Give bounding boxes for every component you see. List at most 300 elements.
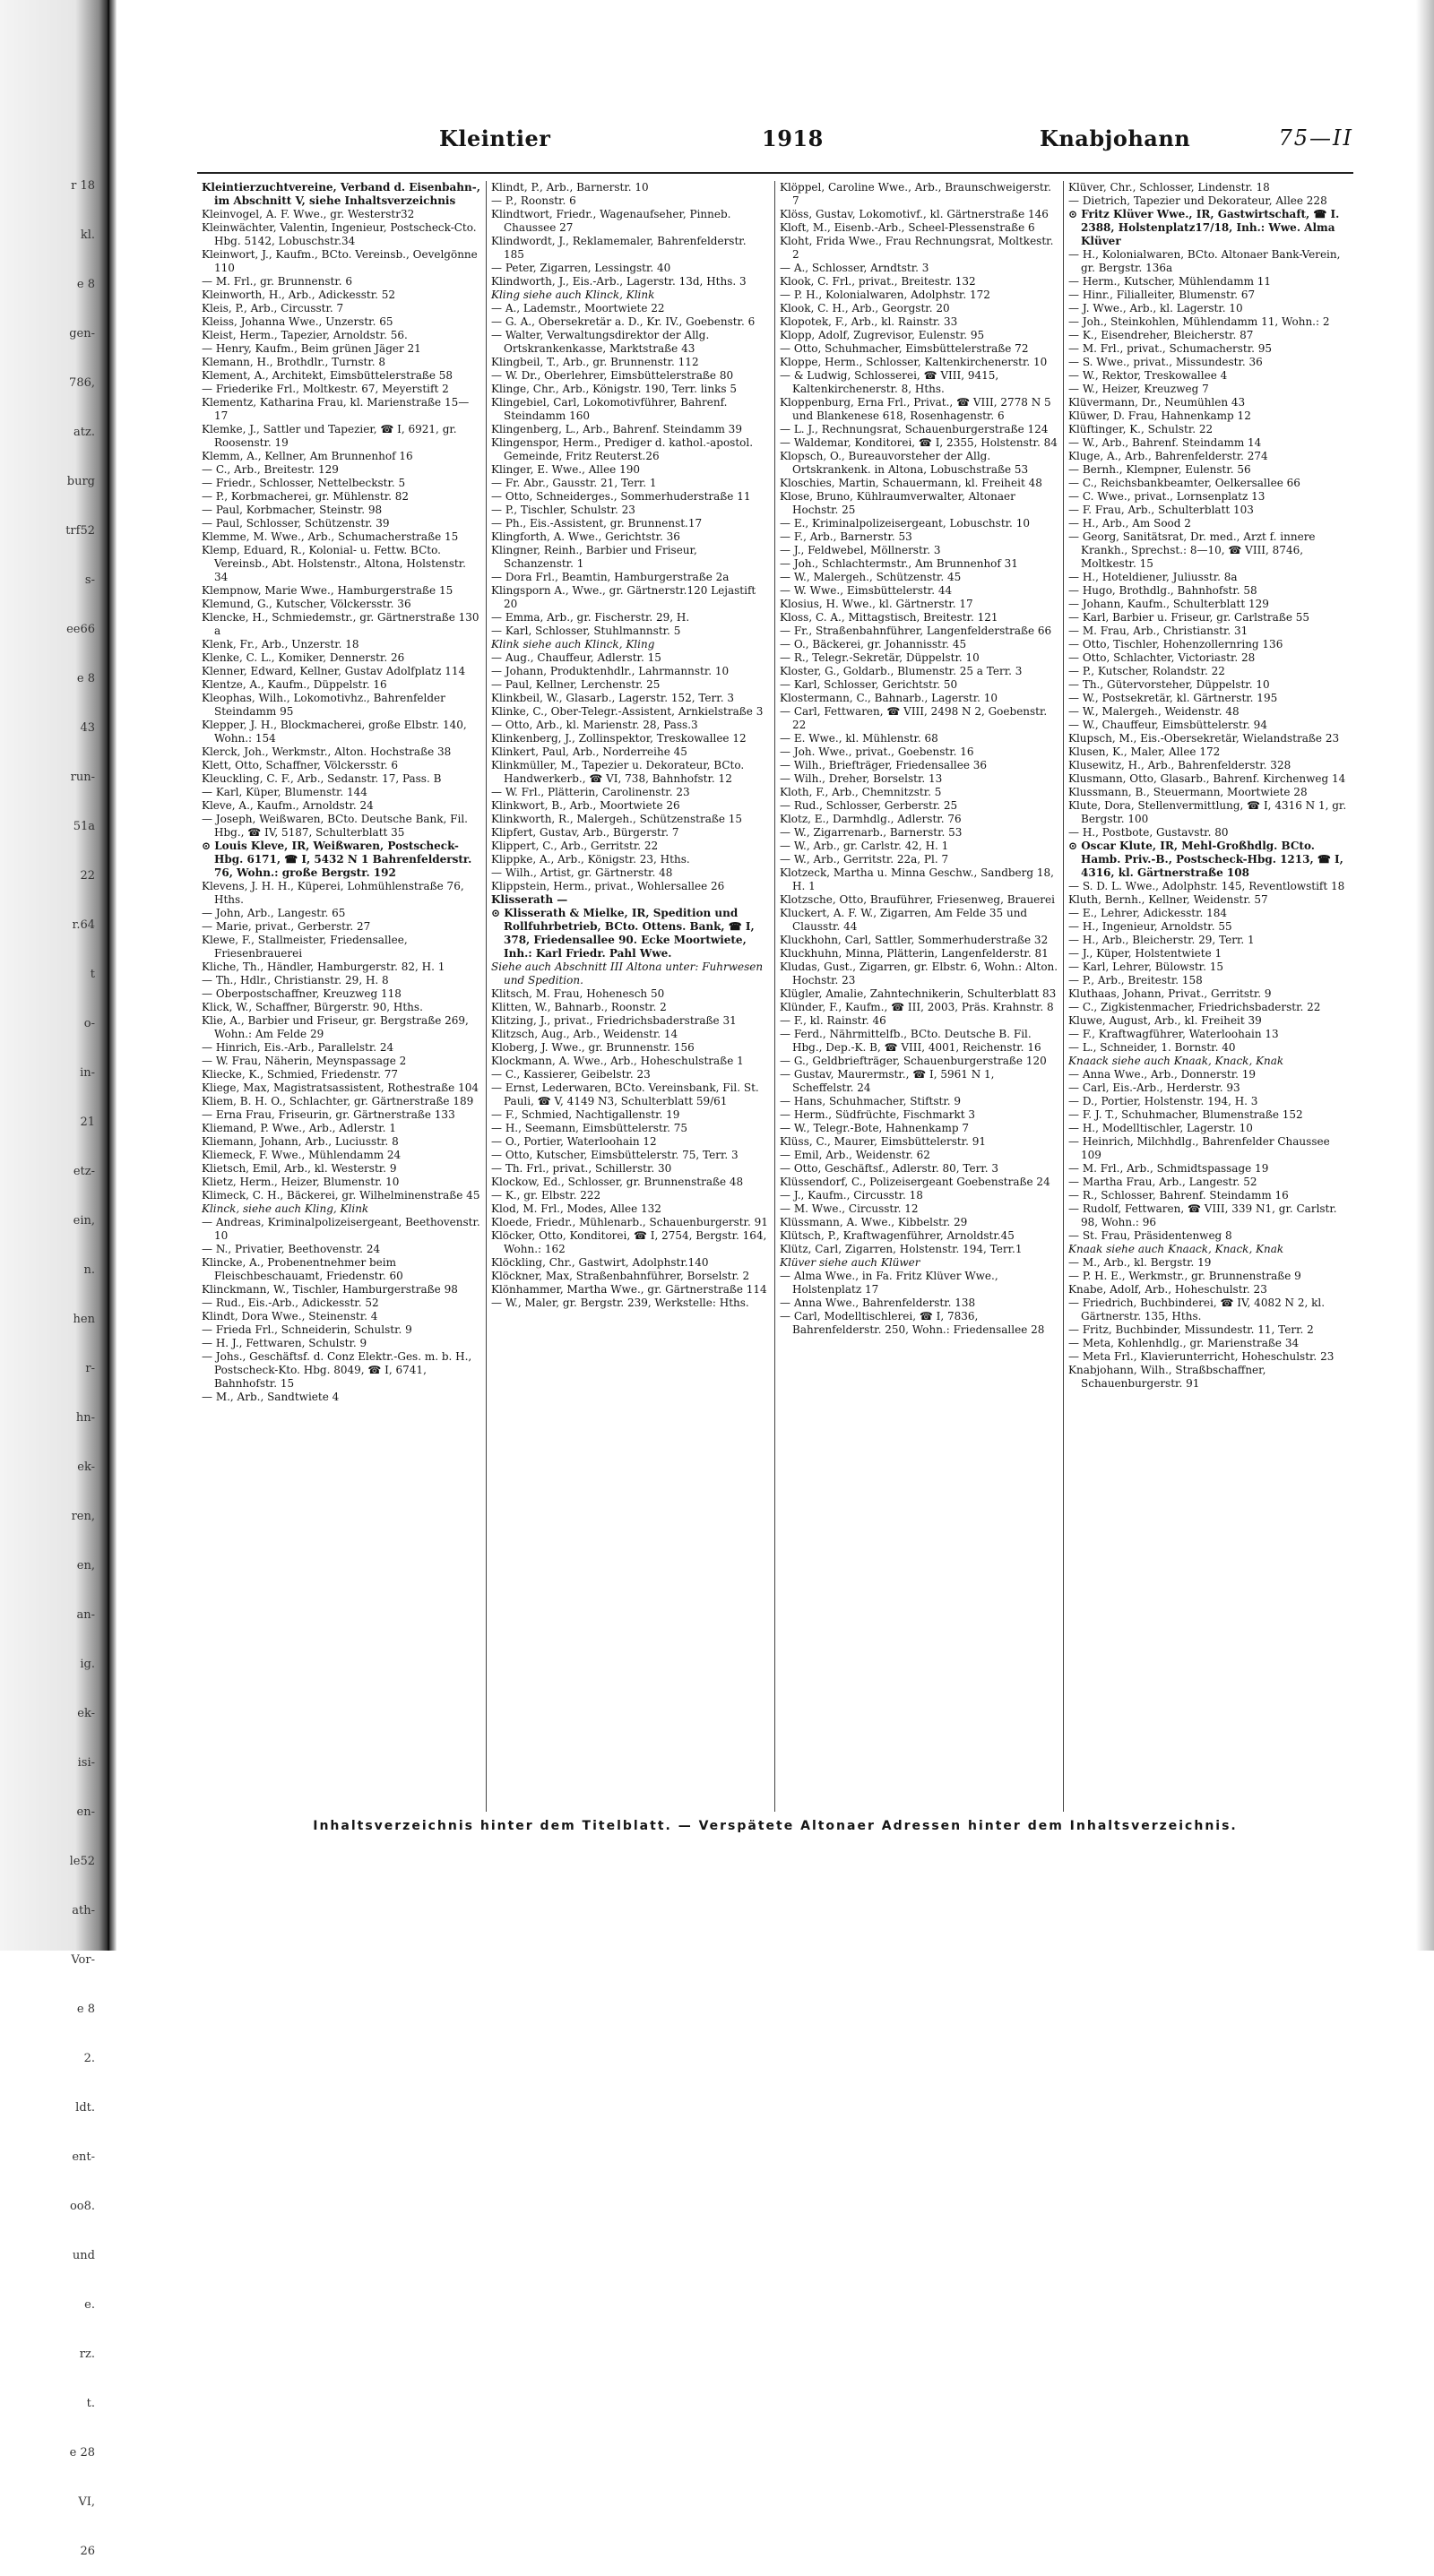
directory-entry: Kliem, B. H. O., Schlachter, gr. Gärtnerstraße 189: [202, 1095, 474, 1107]
directory-entry: Klönhammer, Martha Wwe., gr. Gärtnerstraße 114: [491, 1283, 767, 1296]
header-left-keyword: Kleintier: [439, 125, 551, 151]
directory-entry: Klitzsch, Aug., Arb., Weidenstr. 14: [491, 1028, 678, 1040]
spine-fragment: ren,: [71, 1510, 95, 1523]
directory-entry: Klencke, H., Schmiedemstr., gr. Gärtnerstraße 130 a: [202, 611, 479, 637]
directory-entry: — Joseph, Weißwaren, BCto. Deutsche Bank, Fil. Hbg., ☎ IV, 5187, Schulterblatt 35: [202, 813, 468, 839]
directory-entry: — Henry, Kaufm., Beim grünen Jäger 21: [202, 342, 421, 355]
directory-entry: — M., Arb., Sandtwiete 4: [202, 1391, 340, 1403]
directory-entry: Klindworth, J., Eis.-Arb., Lagerstr. 13d, Hths. 3: [491, 275, 747, 288]
spine-fragment: ee66: [66, 623, 95, 636]
directory-entry: — P., Arb., Breitestr. 158: [1068, 974, 1203, 986]
spine-fragment: trf52: [65, 524, 95, 538]
directory-entry: — W., Arb., Bahrenf. Steindamm 14: [1068, 436, 1262, 449]
directory-entry: — C. Wwe., privat., Lornsenplatz 13: [1068, 490, 1266, 503]
directory-entry: Klinkwort, B., Arb., Moortwiete 26: [491, 799, 680, 812]
directory-entry: — P., Roonstr. 6: [491, 194, 576, 207]
directory-entry: — Otto, Schneiderges., Sommerhuderstraße 11: [491, 490, 751, 503]
directory-entry: — M. Frl., privat., Schumacherstr. 95: [1068, 342, 1273, 355]
directory-entry: — W. Dr., Oberlehrer, Eimsbüttelerstraße 80: [491, 369, 734, 382]
spine-fragment: t: [90, 968, 95, 981]
directory-entry: — Th., Gütervorsteher, Düppelstr. 10: [1068, 678, 1270, 691]
spine-fragment: e 8: [76, 278, 95, 291]
directory-entry: Klingsporn A., Wwe., gr. Gärtnerstr.120 Lejastift 20: [491, 584, 756, 610]
directory-entry: Kliche, Th., Händler, Hamburgerstr. 82, H. 1: [202, 961, 445, 973]
directory-entry: — Martha Frau, Arb., Langestr. 52: [1068, 1176, 1257, 1188]
spine-fragment: e 28: [69, 2446, 95, 2460]
spine-fragment: r.64: [72, 918, 95, 932]
header-rule: [197, 172, 1353, 174]
directory-entry: — H., Modelltischler, Lagerstr. 10: [1068, 1122, 1253, 1134]
directory-entry: — Ferd., Nährmittelfb., BCto. Deutsche B. Fil. Hbg., Dep.-K. B, ☎ VIII, 4001, Reichenstr. 16: [780, 1028, 1041, 1054]
directory-entry: — Dietrich, Tapezier und Dekorateur, Allee 228: [1068, 194, 1327, 207]
directory-entry: — S. D. L. Wwe., Adolphstr. 145, Reventlowstift 18: [1068, 880, 1345, 892]
directory-entry: — L. J., Rechnungsrat, Schauenburgerstraße 124: [780, 423, 1049, 435]
directory-entry: — H., Kolonialwaren, BCto. Altonaer Bank-Verein, gr. Bergstr. 136a: [1068, 248, 1341, 274]
directory-entry: — P. H., Kolonialwaren, Adolphstr. 172: [780, 289, 990, 301]
directory-entry: — M., Arb., kl. Bergstr. 19: [1068, 1256, 1212, 1269]
directory-entry: — Bernh., Klempner, Eulenstr. 56: [1068, 463, 1251, 476]
directory-entry: Klippstein, Herm., privat., Wohlersallee 26: [491, 880, 725, 892]
directory-entry: — Fr., Straßenbahnführer, Langenfelderstraße 66: [780, 625, 1052, 637]
directory-entry: Kleve, A., Kaufm., Arnoldstr. 24: [202, 799, 374, 812]
spine-fragment: oo8.: [69, 2200, 95, 2213]
directory-entry: Kling siehe auch Klinck, Klink: [491, 289, 655, 301]
directory-entry: Klöckner, Max, Straßenbahnführer, Borselstr. 2: [491, 1270, 750, 1282]
directory-entry: Klindtwort, Friedr., Wagenaufseher, Pinneb. Chaussee 27: [491, 208, 731, 234]
directory-entry: — A., Lademstr., Moortwiete 22: [491, 302, 665, 314]
directory-entry: — K., gr. Elbstr. 222: [491, 1189, 601, 1202]
spine-fragment: in-: [80, 1066, 95, 1080]
directory-entry: Kleinvogel, A. F. Wwe., gr. Westerstr32: [202, 208, 415, 220]
spine-fragment: 786,: [69, 376, 95, 390]
directory-entry: Klod, M. Frl., Modes, Allee 132: [491, 1202, 661, 1215]
directory-entry: Kliecke, K., Schmied, Friedenstr. 77: [202, 1068, 398, 1081]
directory-entry: — Marie, privat., Gerberstr. 27: [202, 920, 371, 933]
directory-entry: Kloppenburg, Erna Frl., Privat., ☎ VIII, 2778 N 5 und Blankenese 618, Rosenhagenstr. 6: [780, 396, 1051, 422]
spine-fragment: atz.: [73, 426, 95, 439]
spine-fragment: hn-: [75, 1411, 95, 1425]
page-footer-note: Inhaltsverzeichnis hinter dem Titelblatt. — Verspätete Altonaer Adressen hinter dem Inhaltsverzeichnis.: [313, 1819, 1238, 1833]
directory-entry: — Peter, Zigarren, Lessingstr. 40: [491, 262, 671, 274]
directory-entry: — Andreas, Kriminalpolizeisergeant, Beethovenstr. 10: [202, 1216, 480, 1242]
directory-entry: — F., kl. Rainstr. 46: [780, 1014, 886, 1027]
directory-entry: Kleophas, Wilh., Lokomotivhz., Bahrenfelder Steindamm 95: [202, 692, 445, 718]
spine-fragment: ldt.: [75, 2101, 95, 2115]
directory-entry: — John, Arb., Langestr. 65: [202, 907, 346, 919]
directory-entry: Klindt, P., Arb., Barnerstr. 10: [491, 181, 649, 194]
directory-entry: Kloth, F., Arb., Chemnitzstr. 5: [780, 786, 942, 798]
directory-page: [197, 125, 1353, 1837]
directory-entry: Klett, Otto, Schaffner, Völckersstr. 6: [202, 759, 399, 771]
spine-fragment: 26: [80, 2545, 95, 2558]
directory-entry: — Carl, Modelltischlerei, ☎ I, 7836, Bahrenfelderstr. 250, Wohn.: Friedensallee 28: [780, 1310, 1045, 1336]
directory-entry: — P., Kutscher, Rolandstr. 22: [1068, 665, 1225, 677]
directory-entry: Kluckhuhn, Minna, Plätterin, Langenfelderstr. 81: [780, 947, 1049, 960]
directory-entry: ⊙ Oscar Klute, IR, Mehl-Großhdlg. BCto. Hamb. Priv.-B., Postscheck-Hbg. 1213, ☎ I, 4316, kl. Gärtnerstraße 108: [1068, 840, 1343, 879]
directory-entry: Klemann, H., Brothdlr., Turnstr. 8: [202, 356, 386, 368]
directory-entry: Klisserath —: [491, 893, 568, 906]
directory-entry: Knabjohann, Wilh., Straßbschaffner, Schauenburgerstr. 91: [1068, 1364, 1266, 1390]
directory-columns: [197, 181, 1353, 1812]
directory-entry: Kliemand, P. Wwe., Arb., Adlerstr. 1: [202, 1122, 396, 1134]
directory-entry: — W., Postsekretär, kl. Gärtnerstr. 195: [1068, 692, 1278, 704]
spine-fragment: etz-: [73, 1165, 95, 1178]
directory-entry: — Hugo, Brothdlg., Bahnhofstr. 58: [1068, 584, 1257, 597]
spine-fragment: rz.: [79, 2348, 95, 2361]
directory-entry: Klindt, Dora Wwe., Steinenstr. 4: [202, 1310, 378, 1322]
directory-entry: Klerck, Joh., Werkmstr., Alton. Hochstraße 38: [202, 745, 452, 758]
directory-entry: Kleiss, Johanna Wwe., Unzerstr. 65: [202, 315, 393, 328]
directory-entry: — F., Arb., Barnerstr. 53: [780, 530, 912, 543]
spine-fragment: e 8: [76, 2003, 95, 2016]
directory-entry: — J., Küper, Holstentwiete 1: [1068, 947, 1222, 960]
directory-entry: Klöckling, Chr., Gastwirt, Adolphstr.140: [491, 1256, 709, 1269]
directory-entry: — Rud., Schlosser, Gerberstr. 25: [780, 799, 958, 812]
directory-entry: Klink siehe auch Klinck, Kling: [491, 638, 655, 650]
directory-entry: — W., Rektor, Treskowallee 4: [1068, 369, 1228, 382]
directory-entry: — Fritz, Buchbinder, Missundestr. 11, Terr. 2: [1068, 1323, 1314, 1336]
directory-entry: — C., Kassierer, Geibelstr. 23: [491, 1068, 651, 1081]
directory-entry: — W. Frau, Näherin, Meynspassage 2: [202, 1055, 407, 1067]
directory-entry: — Carl, Eis.-Arb., Herderstr. 93: [1068, 1081, 1240, 1094]
directory-entry: — W. Frl., Plätterin, Carolinenstr. 23: [491, 786, 690, 798]
directory-entry: Klüver siehe auch Klüwer: [780, 1256, 920, 1269]
directory-entry: Kluthaas, Johann, Privat., Gerritstr. 9: [1068, 987, 1272, 1000]
directory-entry: Kluwe, August, Arb., kl. Freiheit 39: [1068, 1014, 1262, 1027]
directory-entry: — Waldemar, Konditorei, ☎ I, 2355, Holstenstr. 84: [780, 436, 1058, 449]
directory-entry: Klüvermann, Dr., Neumühlen 43: [1068, 396, 1246, 409]
directory-entry: — O., Bäckerei, gr. Johannisstr. 45: [780, 638, 967, 650]
directory-entry: — K., Eisendreher, Bleicherstr. 87: [1068, 329, 1254, 341]
directory-entry: Kleinwächter, Valentin, Ingenieur, Postscheck-Cto. Hbg. 5142, Lobuschstr.34: [202, 221, 477, 247]
directory-entry: Klinkworth, R., Malergeh., Schützenstraße 15: [491, 813, 743, 825]
directory-entry: — Erna Frau, Friseurin, gr. Gärtnerstraße 133: [202, 1108, 455, 1121]
directory-entry: — & Ludwig, Schlosserei, ☎ VIII, 9415, Kaltenkirchenerstr. 8, Hths.: [780, 369, 999, 395]
directory-entry: — Karl, Barbier u. Friseur, gr. Carlstraße 55: [1068, 611, 1310, 624]
directory-entry: — M. Wwe., Circusstr. 12: [780, 1202, 919, 1215]
directory-entry: — Joh., Schlachtermstr., Am Brunnenhof 31: [780, 557, 1018, 570]
directory-entry: Knaak siehe auch Knaack, Knack, Knak: [1068, 1243, 1284, 1255]
directory-entry: — C., Zigkistenmacher, Friedrichsbaderstr. 22: [1068, 1001, 1321, 1013]
directory-entry: — Friederike Frl., Moltkestr. 67, Meyerstift 2: [202, 383, 449, 395]
directory-entry: Klostermann, C., Bahnarb., Lagerstr. 10: [780, 692, 998, 704]
directory-entry: — Oberpostschaffner, Kreuzweg 118: [202, 987, 402, 1000]
directory-entry: Klüssmann, A. Wwe., Kibbelstr. 29: [780, 1216, 968, 1228]
directory-entry: — W., Arb., gr. Carlstr. 42, H. 1: [780, 840, 949, 852]
directory-entry: Kleuckling, C. F., Arb., Sedanstr. 17, Pass. B: [202, 772, 442, 785]
directory-entry: — F., Schmied, Nachtigallenstr. 19: [491, 1108, 680, 1121]
directory-entry: — W., Maler, gr. Bergstr. 239, Werkstelle: Hths.: [491, 1297, 749, 1309]
spine-fragment: an-: [76, 1608, 95, 1622]
directory-entry: — Paul, Korbmacher, Steinstr. 98: [202, 504, 383, 516]
directory-entry: — Alma Wwe., in Fa. Fritz Klüver Wwe., Holstenplatz 17: [780, 1270, 998, 1296]
directory-entry: — Dora Frl., Beamtin, Hamburgerstraße 2a: [491, 571, 730, 583]
spine-fragment: 51a: [73, 820, 95, 833]
directory-entry: Klotz, E., Darmhdlg., Adlerstr. 76: [780, 813, 962, 825]
directory-entry: — W., Malergeh., Weidenstr. 48: [1068, 705, 1240, 718]
directory-entry: Klemm, A., Kellner, Am Brunnenhof 16: [202, 450, 413, 462]
directory-entry: Klie, A., Barbier und Friseur, gr. Bergstraße 269, Wohn.: Am Felde 29: [202, 1014, 469, 1040]
directory-entry: ⊙ Klisserath & Mielke, IR, Spedition und Rollfuhrbetrieb, BCto. Ottens. Bank, ☎ I, 378, Friedensallee 90. Ecke Moortwiete, Inh.: Karl Friedr. Pahl Wwe.: [491, 907, 755, 960]
directory-entry: — Wilh., Dreher, Borselstr. 13: [780, 772, 943, 785]
directory-entry: — Gustav, Maurermstr., ☎ I, 5961 N 1, Scheffelstr. 24: [780, 1068, 995, 1094]
directory-entry: — A., Schlosser, Arndtstr. 3: [780, 262, 929, 274]
book-gutter: [109, 0, 117, 1951]
directory-entry: — H., Arb., Am Sood 2: [1068, 517, 1191, 530]
directory-entry: — E., Lehrer, Adickesstr. 184: [1068, 907, 1228, 919]
directory-entry: — S. Wwe., privat., Missundestr. 36: [1068, 356, 1263, 368]
directory-entry: — C., Arb., Breitestr. 129: [202, 463, 339, 476]
directory-entry: — J., Feldwebel, Möllnerstr. 3: [780, 544, 941, 556]
directory-entry: — Otto, Kutscher, Eimsbüttelerstr. 75, Terr. 3: [491, 1149, 739, 1161]
directory-entry: Kloede, Friedr., Mühlenarb., Schauenburgerstr. 91: [491, 1216, 768, 1228]
directory-entry: — Paul, Kellner, Lerchenstr. 25: [491, 678, 661, 691]
column-3: [774, 181, 1063, 1812]
directory-entry: Klusen, K., Maler, Allee 172: [1068, 745, 1221, 758]
directory-entry: — Herm., Kutscher, Mühlendamm 11: [1068, 275, 1272, 288]
directory-entry: Kliemann, Johann, Arb., Luciusstr. 8: [202, 1135, 399, 1148]
directory-entry: Klingbeil, T., Arb., gr. Brunnenstr. 112: [491, 356, 699, 368]
spine-fragment: r 18: [71, 179, 95, 193]
directory-entry: ⊙ Fritz Klüver Wwe., IR, Gastwirtschaft, ☎ I. 2388, Holstenplatz17/18, Inh.: Wwe. Alma Klüver: [1068, 208, 1340, 247]
directory-entry: Klüver, Chr., Schlosser, Lindenstr. 18: [1068, 181, 1270, 194]
directory-entry: Klingforth, A. Wwe., Gerichtstr. 36: [491, 530, 680, 543]
directory-entry: Klockow, Ed., Schlosser, gr. Brunnenstraße 48: [491, 1176, 744, 1188]
directory-entry: Klook, C. H., Arb., Georgstr. 20: [780, 302, 950, 314]
spine-fragment: und: [72, 2249, 95, 2262]
directory-entry: — P. H. E., Werkmstr., gr. Brunnenstraße 9: [1068, 1270, 1301, 1282]
directory-entry: Klosius, H. Wwe., kl. Gärtnerstr. 17: [780, 598, 973, 610]
directory-entry: — R., Telegr.-Sekretär, Düppelstr. 10: [780, 651, 980, 664]
column-4: [1063, 181, 1352, 1812]
directory-entry: ⊙ Louis Kleve, IR, Weißwaren, Postscheck-Hbg. 6171, ☎ I, 5432 N 1 Bahrenfelderstr. 76, Wohn.: große Bergstr. 192: [202, 840, 472, 879]
directory-entry: Klinger, E. Wwe., Allee 190: [491, 463, 641, 476]
directory-entry: — P., Korbmacherei, gr. Mühlenstr. 82: [202, 490, 410, 503]
spine-fragment: le52: [69, 1855, 95, 1868]
directory-entry: Klusmann, Otto, Glasarb., Bahrenf. Kirchenweg 14: [1068, 772, 1346, 785]
directory-entry: Kliege, Max, Magistratsassistent, Rothestraße 104: [202, 1081, 479, 1094]
directory-entry: — Herm., Südfrüchte, Fischmarkt 3: [780, 1108, 976, 1121]
directory-entry: Klotzeck, Martha u. Minna Geschw., Sandberg 18, H. 1: [780, 866, 1054, 892]
directory-entry: Klünder, F., Kaufm., ☎ III, 2003, Präs. Krahnstr. 8: [780, 1001, 1054, 1013]
directory-entry: — M. Frau, Arb., Christianstr. 31: [1068, 625, 1248, 637]
directory-entry: Klüssendorf, C., Polizeisergeant Goebenstraße 24: [780, 1176, 1050, 1188]
spine-fragment: Vor-: [71, 1953, 95, 1967]
directory-entry: — Carl, Fettwaren, ☎ VIII, 2498 N 2, Goebenstr. 22: [780, 705, 1048, 731]
directory-entry: Klüss, C., Maurer, Eimsbüttelerstr. 91: [780, 1135, 986, 1148]
directory-entry: Klitten, W., Bahnarb., Roonstr. 2: [491, 1001, 667, 1013]
directory-entry: — Rud., Eis.-Arb., Adickesstr. 52: [202, 1297, 379, 1309]
directory-entry: — Johann, Kaufm., Schulterblatt 129: [1068, 598, 1269, 610]
spine-fragment: r-: [85, 1362, 95, 1375]
directory-entry: — Wilh., Artist, gr. Gärtnerstr. 48: [491, 866, 673, 879]
directory-entry: Knaack siehe auch Knaak, Knack, Knak: [1068, 1055, 1284, 1067]
directory-entry: Kloppe, Herm., Schlosser, Kaltenkirchenerstr. 10: [780, 356, 1048, 368]
directory-entry: Klippert, C., Arb., Gerritstr. 22: [491, 840, 659, 852]
directory-entry: — Karl, Küper, Blumenstr. 144: [202, 786, 367, 798]
spine-fragment: burg: [66, 475, 95, 488]
directory-entry: Klute, Dora, Stellenvermittlung, ☎ I, 4316 N 1, gr. Bergstr. 100: [1068, 799, 1347, 825]
directory-entry: Klemke, J., Sattler und Tapezier, ☎ I, 6921, gr. Roosenstr. 19: [202, 423, 457, 449]
directory-entry: — Frieda Frl., Schneiderin, Schulstr. 9: [202, 1323, 412, 1336]
directory-entry: — J., Kaufm., Circusstr. 18: [780, 1189, 923, 1202]
directory-entry: — Otto, Schlachter, Victoriastr. 28: [1068, 651, 1256, 664]
page-number: 75—II: [1278, 125, 1353, 151]
directory-entry: Kloster, G., Goldarb., Blumenstr. 25 a Terr. 3: [780, 665, 1023, 677]
directory-entry: — St. Frau, Präsidentenweg 8: [1068, 1229, 1232, 1242]
directory-entry: — Aug., Chauffeur, Adlerstr. 15: [491, 651, 661, 664]
directory-entry: Klinkmüller, M., Tapezier u. Dekorateur, BCto. Handwerkerb., ☎ VI, 738, Bahnhofstr. 12: [491, 759, 745, 785]
directory-entry: Klinkert, Paul, Arb., Norderreihe 45: [491, 745, 687, 758]
directory-entry: Kluth, Bernh., Kellner, Weidenstr. 57: [1068, 893, 1268, 906]
directory-entry: Siehe auch Abschnitt III Altona unter: Fuhrwesen und Spedition.: [491, 961, 764, 986]
directory-entry: Klimeck, C. H., Bäckerei, gr. Wilhelminenstraße 45: [202, 1189, 480, 1202]
spine-fragment: e 8: [76, 672, 95, 685]
directory-entry: — M. Frl., gr. Brunnenstr. 6: [202, 275, 353, 288]
directory-entry: Kleinwort, J., Kaufm., BCto. Vereinsb., Oevelgönne 110: [202, 248, 478, 274]
directory-entry: — H., Seemann, Eimsbüttelerstr. 75: [491, 1122, 688, 1134]
directory-entry: Klietz, Herm., Heizer, Blumenstr. 10: [202, 1176, 400, 1188]
directory-entry: — Th., Hdlr., Christianstr. 29, H. 8: [202, 974, 389, 986]
directory-entry: — P., Tischler, Schulstr. 23: [491, 504, 635, 516]
directory-entry: — F., Kraftwagführer, Waterloohain 13: [1068, 1028, 1279, 1040]
directory-entry: Klincke, A., Probenentnehmer beim Fleischbeschauamt, Friedenstr. 60: [202, 1256, 403, 1282]
directory-entry: Kloss, C. A., Mittagstisch, Breitestr. 121: [780, 611, 998, 624]
directory-entry: — E. Wwe., kl. Mühlenstr. 68: [780, 732, 938, 745]
directory-entry: Klusewitz, H., Arb., Bahrenfelderstr. 328: [1068, 759, 1291, 771]
directory-entry: — W., Malergeh., Schützenstr. 45: [780, 571, 962, 583]
directory-entry: — H., Hoteldiener, Juliusstr. 8a: [1068, 571, 1238, 583]
spine-fragment: ig.: [80, 1658, 95, 1671]
directory-entry: Kloschies, Martin, Schauermann, kl. Freiheit 48: [780, 477, 1042, 489]
directory-entry: — E., Kriminalpolizeisergeant, Lobuschstr. 10: [780, 517, 1030, 530]
directory-entry: — G., Geldbriefträger, Schauenburgerstraße 120: [780, 1055, 1047, 1067]
directory-entry: Klingebiel, Carl, Lokomotivführer, Bahrenf. Steindamm 160: [491, 396, 728, 422]
directory-entry: — Rudolf, Fettwaren, ☎ VIII, 339 N1, gr. Carlstr. 98, Wohn.: 96: [1068, 1202, 1337, 1228]
directory-entry: Kleist, Herm., Tapezier, Arnoldstr. 56.: [202, 329, 408, 341]
directory-entry: Kleintierzuchtvereine, Verband d. Eisenbahn-, im Abschnitt V, siehe Inhaltsverzeichnis: [202, 181, 480, 207]
directory-entry: Klentze, A., Kaufm., Düppelstr. 16: [202, 678, 387, 691]
directory-entry: — D., Portier, Holstenstr. 194, H. 3: [1068, 1095, 1258, 1107]
spine-fragment: ek-: [77, 1707, 95, 1720]
directory-entry: Klinck, siehe auch Kling, Klink: [202, 1202, 369, 1215]
spine-fragment: ent-: [72, 2150, 95, 2164]
spine-fragment: ath-: [72, 1904, 95, 1917]
directory-entry: Kloft, M., Eisenb.-Arb., Scheel-Plessenstraße 6: [780, 221, 1035, 234]
directory-entry: — L., Schneider, 1. Bornstr. 40: [1068, 1041, 1236, 1054]
spine-fragment: 21: [80, 1116, 95, 1129]
directory-entry: — Emil, Arb., Weidenstr. 62: [780, 1149, 930, 1161]
directory-entry: Klinkbeil, W., Glasarb., Lagerstr. 152, Terr. 3: [491, 692, 734, 704]
directory-entry: Klinkenberg, J., Zollinspektor, Treskowallee 12: [491, 732, 747, 745]
directory-entry: — W., Heizer, Kreuzweg 7: [1068, 383, 1209, 395]
directory-entry: Klupsch, M., Eis.-Obersekretär, Wielandstraße 23: [1068, 732, 1340, 745]
directory-entry: Klenke, C. L., Komiker, Dennerstr. 26: [202, 651, 405, 664]
spine-fragment: 2.: [83, 2052, 95, 2065]
header-year: 1918: [762, 125, 824, 151]
directory-entry: Knabe, Adolf, Arb., Hoheschulstr. 23: [1068, 1283, 1267, 1296]
directory-entry: Klevens, J. H. H., Küperei, Lohmühlenstraße 76, Hths.: [202, 880, 464, 906]
spine-fragment: run-: [70, 771, 95, 784]
directory-entry: — F. Frau, Arb., Schulterblatt 103: [1068, 504, 1254, 516]
page-edge: [1416, 0, 1434, 1951]
directory-entry: — W., Arb., Gerritstr. 22a, Pl. 7: [780, 853, 949, 866]
previous-page-fragments: [5, 161, 95, 2576]
directory-entry: — Hinr., Filialleiter, Blumenstr. 67: [1068, 289, 1256, 301]
directory-entry: — Hans, Schuhmacher, Stiftstr. 9: [780, 1095, 962, 1107]
directory-entry: Klingenspor, Herm., Prediger d. kathol.-apostol. Gemeinde, Fritz Reuterst.26: [491, 436, 754, 462]
directory-entry: Klopp, Adolf, Zugrevisor, Eulenstr. 95: [780, 329, 985, 341]
spine-fragment: isi-: [77, 1756, 95, 1770]
directory-entry: Klewe, F., Stallmeister, Friedensallee, Friesenbrauerei: [202, 934, 408, 960]
directory-entry: — N., Privatier, Beethovenstr. 24: [202, 1243, 381, 1255]
spine-fragment: e.: [84, 2298, 95, 2312]
directory-entry: Klinke, C., Ober-Telegr.-Assistent, Arnkielstraße 3: [491, 705, 764, 718]
directory-entry: Klempnow, Marie Wwe., Hamburgerstraße 15: [202, 584, 454, 597]
directory-entry: Klick, W., Schaffner, Bürgerstr. 90, Hths.: [202, 1001, 423, 1013]
directory-entry: Klüftinger, K., Schulstr. 22: [1068, 423, 1214, 435]
directory-entry: Kludas, Gust., Zigarren, gr. Elbstr. 6, Wohn.: Alton. Hochstr. 23: [780, 961, 1058, 986]
directory-entry: — W., Telegr.-Bote, Hahnenkamp 7: [780, 1122, 970, 1134]
directory-entry: — Anna Wwe., Arb., Donnerstr. 19: [1068, 1068, 1257, 1081]
directory-entry: — F. J. T., Schuhmacher, Blumenstraße 152: [1068, 1108, 1303, 1121]
directory-entry: — Otto, Schuhmacher, Eimsbüttelerstraße 72: [780, 342, 1029, 355]
directory-entry: — Heinrich, Milchhdlg., Bahrenfelder Chaussee 109: [1068, 1135, 1330, 1161]
directory-entry: Klenner, Edward, Kellner, Gustav Adolfplatz 114: [202, 665, 466, 677]
directory-entry: — O., Portier, Waterloohain 12: [491, 1135, 657, 1148]
directory-entry: — Walter, Verwaltungsdirektor der Allg. Ortskrankenkasse, Marktstraße 43: [491, 329, 710, 355]
directory-entry: — Ernst, Lederwaren, BCto. Vereinsbank, Fil. St. Pauli, ☎ V, 4149 N3, Schulterblatt 59/61: [491, 1081, 759, 1107]
directory-entry: — J. Wwe., Arb., kl. Lagerstr. 10: [1068, 302, 1243, 314]
directory-entry: — Karl, Schlosser, Gerichtstr. 50: [780, 678, 958, 691]
directory-entry: — Joh. Wwe., privat., Goebenstr. 16: [780, 745, 974, 758]
directory-entry: — R., Schlosser, Bahrenf. Steindamm 16: [1068, 1189, 1289, 1202]
directory-entry: Klepper, J. H., Blockmacherei, große Elbstr. 140, Wohn.: 154: [202, 719, 467, 745]
directory-entry: — Johann, Produktenhdlr., Lahrmannstr. 10: [491, 665, 730, 677]
directory-entry: Klingner, Reinh., Barbier und Friseur, Schanzenstr. 1: [491, 544, 697, 570]
directory-entry: Klütsch, P., Kraftwagenführer, Arnoldstr.45: [780, 1229, 1015, 1242]
directory-entry: Klinge, Chr., Arb., Königstr. 190, Terr. links 5: [491, 383, 737, 395]
directory-entry: Klitzing, J., privat., Friedrichsbaderstraße 31: [491, 1014, 737, 1027]
spine-fragment: kl.: [80, 228, 95, 242]
directory-entry: Klügler, Amalie, Zahntechnikerin, Schulterblatt 83: [780, 987, 1057, 1000]
directory-entry: Klopsch, O., Bureauvorsteher der Allg. Ortskrankenk. in Altona, Lobuschstraße 53: [780, 450, 1029, 476]
directory-entry: — M. Frl., Arb., Schmidtspassage 19: [1068, 1162, 1269, 1175]
directory-entry: — W., Chauffeur, Eimsbüttelerstr. 94: [1068, 719, 1267, 731]
directory-entry: Kleinworth, H., Arb., Adickesstr. 52: [202, 289, 396, 301]
directory-entry: — Emma, Arb., gr. Fischerstr. 29, H.: [491, 611, 690, 624]
spine-fragment: en-: [76, 1805, 95, 1819]
directory-entry: — Ph., Eis.-Assistent, gr. Brunnenst.17: [491, 517, 703, 530]
directory-entry: Klindwordt, J., Reklamemaler, Bahrenfelderstr. 185: [491, 235, 747, 261]
directory-entry: — H., Ingenieur, Arnoldstr. 55: [1068, 920, 1232, 933]
directory-entry: Kloberg, J. Wwe., gr. Brunnenstr. 156: [491, 1041, 695, 1054]
header-right-keyword: Knabjohann: [1040, 125, 1191, 151]
directory-entry: — Fr. Abr., Gausstr. 21, Terr. 1: [491, 477, 657, 489]
directory-entry: — Otto, Arb., kl. Marienstr. 28, Pass.3: [491, 719, 698, 731]
spine-fragment: 22: [80, 869, 95, 883]
directory-entry: Klenk, Fr., Arb., Unzerstr. 18: [202, 638, 359, 650]
spine-fragment: s-: [84, 573, 95, 587]
column-2: [486, 181, 774, 1812]
spine-fragment: t.: [86, 2397, 95, 2410]
directory-entry: Klietsch, Emil, Arb., kl. Westerstr. 9: [202, 1162, 397, 1175]
directory-entry: Klipfert, Gustav, Arb., Bürgerstr. 7: [491, 826, 679, 839]
directory-entry: Klook, C. Frl., privat., Breitestr. 132: [780, 275, 976, 288]
spine-fragment: o-: [83, 1017, 95, 1030]
spine-fragment: gen-: [69, 327, 95, 340]
directory-entry: — Paul, Schlosser, Schützenstr. 39: [202, 517, 390, 530]
